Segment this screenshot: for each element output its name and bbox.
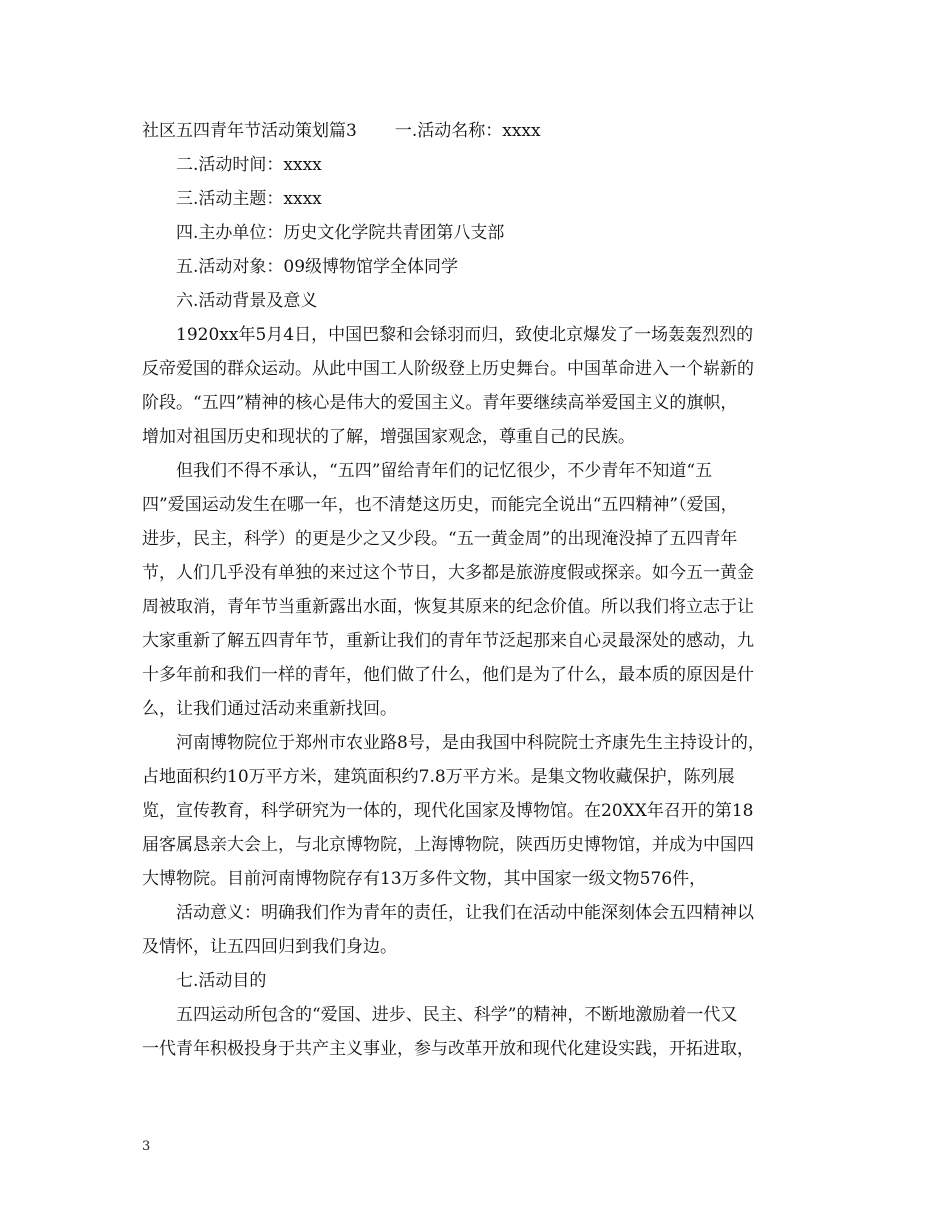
- document-body: [142, 114, 810, 1066]
- paragraph-line: 河南博物院位于郑州市农业路8号，是由我国中科院院士齐康先生主持设计的，: [176, 733, 765, 753]
- item-goal-heading: 七.活动目的: [176, 971, 267, 991]
- paragraph-line: 四”爱国运动发生在哪一年，也不清楚这历史，而能完全说出“五四精神”（爱国，: [142, 495, 738, 515]
- paragraph-line: 1920xx年5月4日，中国巴黎和会铩羽而归，致使北京爆发了一场轰轰烈烈的: [176, 325, 754, 345]
- paragraph-line: 阶段。“五四”精神的核心是伟大的爱国主义。青年要继续高举爱国主义的旗帜，: [142, 393, 738, 413]
- page-number: 3: [142, 1139, 151, 1154]
- item-organizer: 四.主办单位：历史文化学院共青团第八支部: [176, 223, 505, 243]
- item-background-heading: 六.活动背景及意义: [176, 291, 318, 311]
- paragraph-line: 大家重新了解五四青年节，重新让我们的青年节泛起那来自心灵最深处的感动，九: [142, 631, 754, 651]
- paragraph-line: 么，让我们通过活动来重新找回。: [142, 699, 397, 719]
- paragraph-line: 进步，民主，科学）的更是少之又少段。“五一黄金周”的出现淹没掉了五四青年: [142, 529, 738, 549]
- paragraph-line: 节，人们几乎没有单独的来过这个节日，大多都是旅游度假或探亲。如今五一黄金: [142, 563, 754, 583]
- paragraph-line: 活动意义：明确我们作为青年的责任，让我们在活动中能深刻体会五四精神以: [176, 903, 754, 923]
- document-title: 社区五四青年节活动策划篇3: [142, 121, 357, 141]
- paragraph-line: 届客属恳亲大会上，与北京博物院，上海博物院，陕西历史博物馆，并成为中国四: [142, 835, 754, 855]
- paragraph-museum: [142, 726, 810, 896]
- heading-line: [142, 114, 810, 148]
- paragraph-line: 览，宣传教育，科学研究为一体的，现代化国家及博物馆。在20XX年召开的第18: [142, 801, 754, 821]
- paragraph-line: 一代青年积极投身于共产主义事业，参与改革开放和现代化建设实践，开拓进取，: [142, 1039, 754, 1059]
- paragraph-line: 增加对祖国历史和现状的了解，增强国家观念，尊重自己的民族。: [142, 427, 635, 447]
- paragraph-line: 十多年前和我们一样的青年，他们做了什么，他们是为了什么，最本质的原因是什: [142, 665, 754, 685]
- item-activity-time: 二.活动时间：xxxx: [176, 155, 322, 175]
- paragraph-line: 及情怀，让五四回归到我们身边。: [142, 937, 397, 957]
- item-activity-name: 一.活动名称：xxxx: [394, 121, 541, 141]
- paragraph-memory: [142, 454, 810, 726]
- paragraph-line: 大博物院。目前河南博物院存有13万多件文物，其中国家一级文物576件，: [142, 869, 707, 889]
- paragraph-line: 反帝爱国的群众运动。从此中国工人阶级登上历史舞台。中国革命进入一个崭新的: [142, 359, 754, 379]
- paragraph-line: 占地面积约10万平方米，建筑面积约7.8万平方米。是集文物收藏保护，陈列展: [142, 767, 735, 787]
- paragraph-spirit: [142, 998, 810, 1066]
- item-activity-theme: 三.活动主题：xxxx: [176, 189, 322, 209]
- paragraph-significance: [142, 896, 810, 964]
- paragraph-history: [142, 318, 810, 454]
- paragraph-line: 但我们不得不承认，“五四”留给青年们的记忆很少，不少青年不知道“五: [176, 461, 713, 481]
- paragraph-line: 五四运动所包含的“爱国、进步、民主、科学”的精神，不断地激励着一代又: [176, 1005, 738, 1025]
- item-audience: 五.活动对象：09级博物馆学全体同学: [176, 257, 459, 277]
- paragraph-line: 周被取消，青年节当重新露出水面，恢复其原来的纪念价值。所以我们将立志于让: [142, 597, 754, 617]
